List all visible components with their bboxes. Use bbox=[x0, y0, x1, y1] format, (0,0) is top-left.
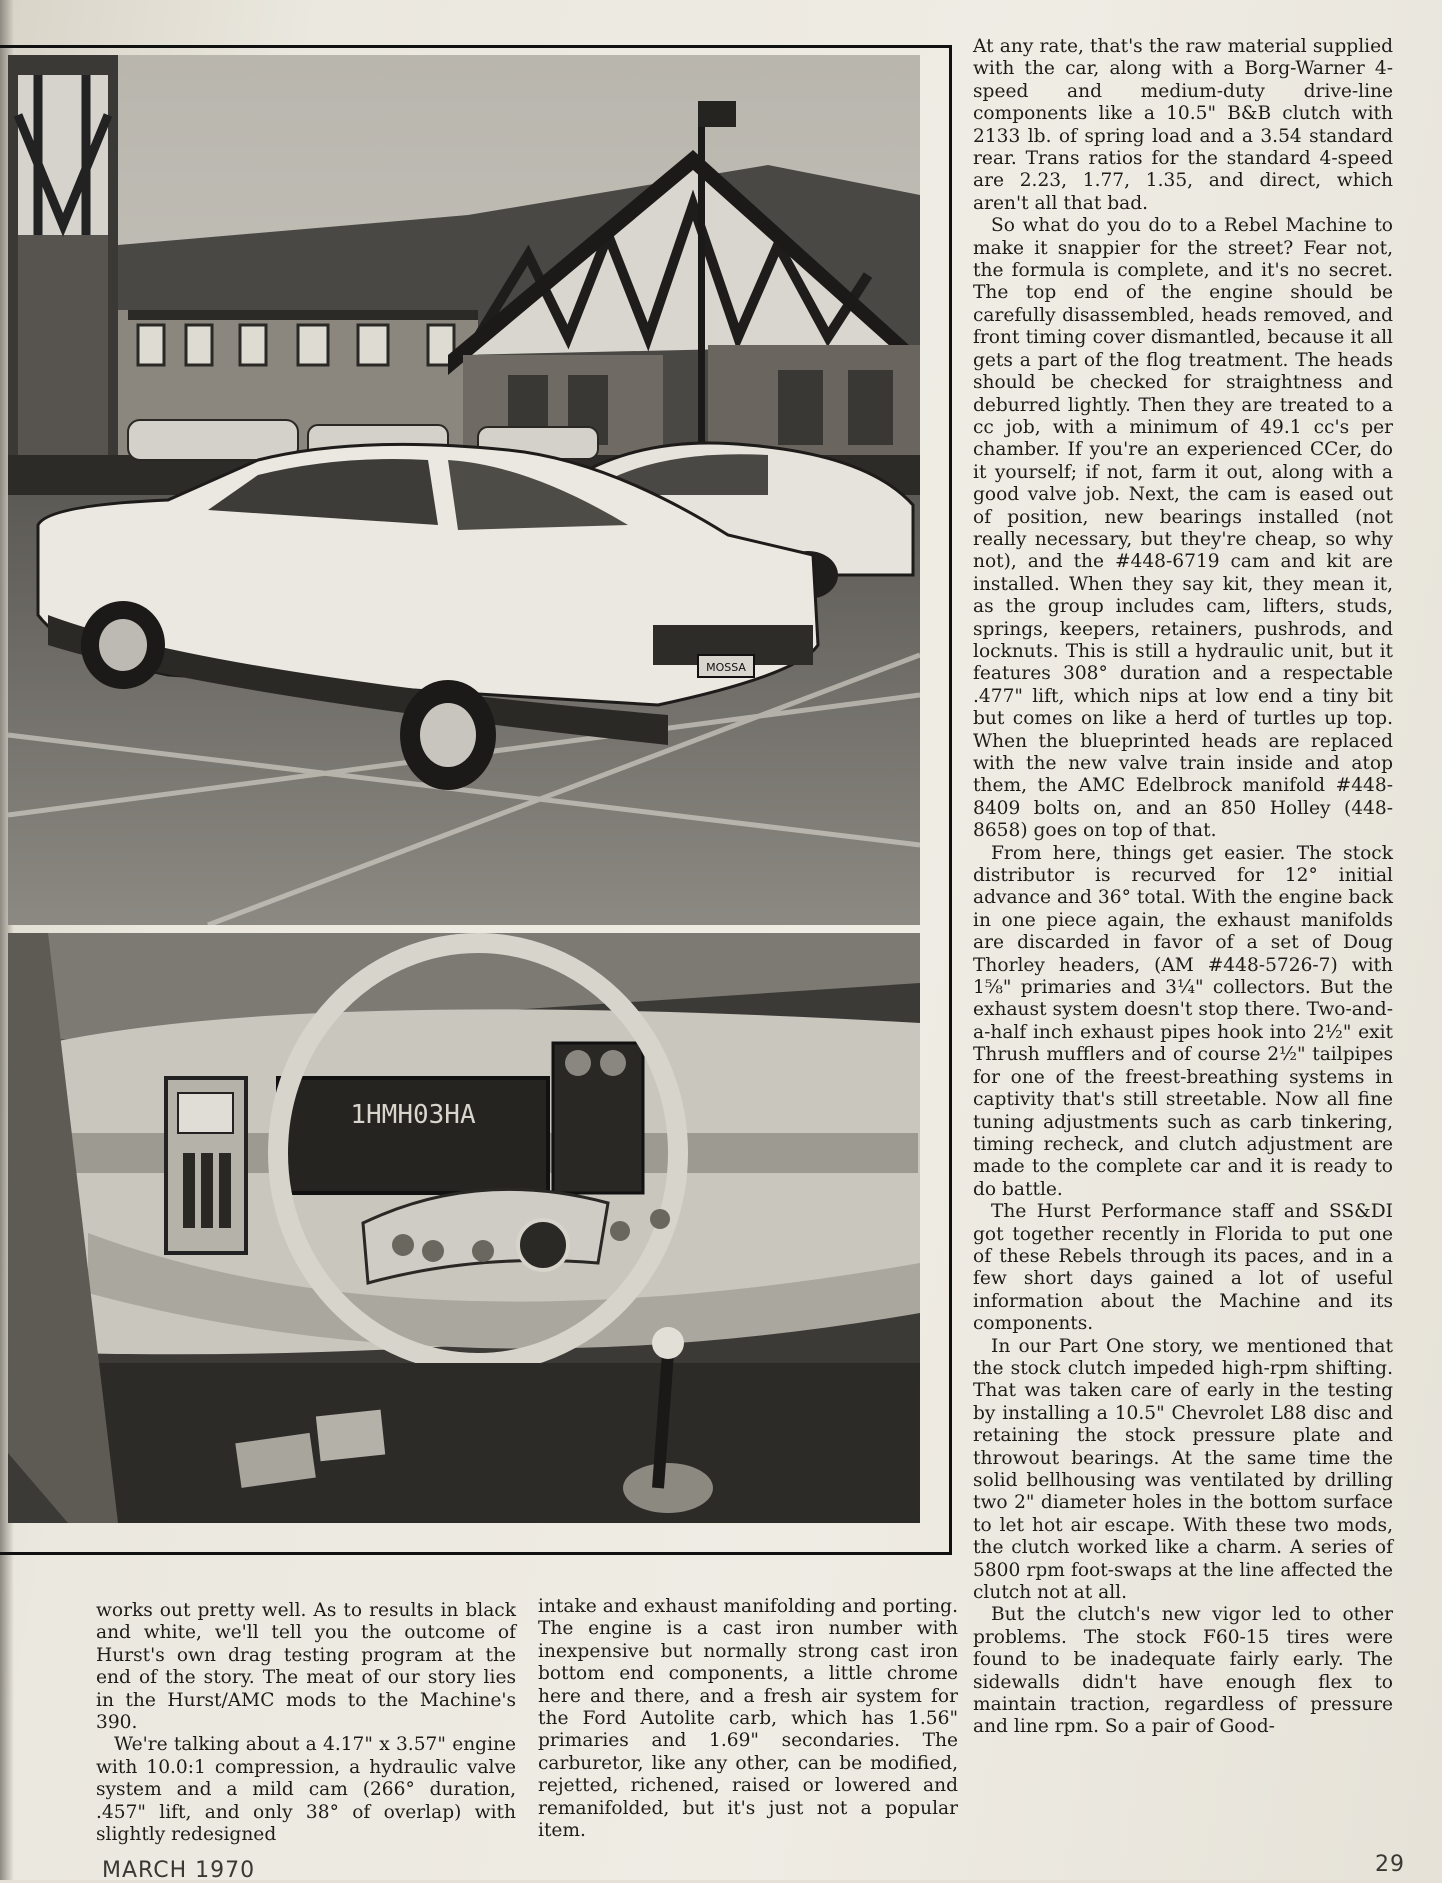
paragraph: From here, things get easier. The stock distributor is recurved for 12° initial advance and 36° total. With the engine back in one piece again, the exhaust manifolds are discarded in favor of a set of Doug Thorley headers, (AM #448-5726-7) with 1⅝" primaries and 3¼" collectors. But the exhaust system doesn't stop there. Two-and-a-half inch exhaust pipes hook into 2½" exit Thrush mufflers and of course 2½" tailpipes for one of the freest-breathing systems in captivity that's still streetable. Now all fine tuning adjustments such as carb tinkering, timing recheck, and clutch adjustment are made to the complete car and it is ready to do battle. bbox=[973, 842, 1393, 1200]
dashboard-photo bbox=[8, 933, 920, 1523]
paragraph: We're talking about a 4.17" x 3.57" engine with 10.0:1 compression, a hydraulic valve system and a mild cam (266° duration, .457" lift, and only 38° of overlap) with slightly redesigned bbox=[96, 1734, 516, 1846]
paragraph: The Hurst Performance staff and SS&DI got together recently in Florida to put one of these Rebels through its paces, and in a few short days gained a lot of useful information about the Machine and its components. bbox=[973, 1201, 1393, 1335]
paragraph: So what do you do to a Rebel Machine to make it snappier for the street? Fear not, the formula is complete, and it's no secret. The top end of the engine should be carefully disassembled, heads removed, and front timing cover dismantled, because it all gets a part of the flog treatment. The heads should be checked for straightness and deburred lightly. Then they are treated to a cc job, with a minimum of 49.1 cc's per chamber. If you're an experienced CCer, do it yourself; if not, farm it out, along with a good valve job. Next, the cam is eased out of position, new bearings installed (not really necessary, but they're cheap, so why not), and the #448-6719 cam and kit are installed. When they say kit, they mean it, as the group includes cam, lifters, studs, springs, keepers, retainers, pushrods, and locknuts. This is still a hydraulic unit, but it features 308° duration and a respectable .477" lift, which nips at low end a tiny bit but comes on like a herd of turtles up top. When the blueprinted heads are replaced with the new valve train inside and atop them, the AMC Edelbrock manifold #448-8409 bolts on, and an 850 Holley (448-8658) goes on top of that. bbox=[973, 215, 1393, 842]
paragraph: But the clutch's new vigor led to other problems. The stock F60-15 tires were found to be inadequate fairly early. The sidewalls didn't have enough flex to maintain traction, regardless of pressure and line rpm. So a pair of Good- bbox=[973, 1604, 1393, 1738]
paragraph: works out pretty well. As to results in black and white, we'll tell you the outcome of Hurst's own drag testing program at the end of the story. The meat of our story lies in the Hurst/AMC mods to the Machine's 390. bbox=[96, 1600, 516, 1734]
article-column-bottom-left bbox=[96, 1600, 516, 1846]
issue-date: MARCH 1970 bbox=[102, 1858, 256, 1883]
paragraph: At any rate, that's the raw material supplied with the car, along with a Borg-Warner 4-speed and medium-duty drive-line components like a 10.5" B&B clutch with 2133 lb. of spring load and a 3.54 standard rear. Trans ratios for the standard 4-speed are 2.23, 1.77, 1.35, and direct, which aren't all that bad. bbox=[973, 36, 1393, 214]
paragraph: intake and exhaust manifolding and porting. The engine is a cast iron number with inexpensive but normally strong cast iron bottom end components, a little chrome here and there, and a fresh air system for the Ford Autolite carb, which has 1.56" primaries and 1.69" secondaries. The carburetor, like any other, can be modified, rejetted, richened, raised or lowered and remanifolded, but it's just not a popular item. bbox=[538, 1596, 958, 1842]
speedometer-text: 1HMH03HA bbox=[350, 1100, 476, 1130]
article-column-bottom-middle bbox=[538, 1596, 958, 1842]
paragraph: In our Part One story, we mentioned that the stock clutch impeded high-rpm shifting. That was taken care of early in the testing by installing a 10.5" Chevrolet L88 disc and retaining the stock pressure plate and throwout bearings. At the same time the solid bellhousing was ventilated by drilling two 2" diameter holes in the bottom surface to let hot air escape. With these two mods, the clutch worked like a charm. A series of 5800 rpm foot-swaps at the line affected the clutch not at all. bbox=[973, 1335, 1393, 1604]
page-number: 29 bbox=[1375, 1852, 1405, 1877]
license-plate-text: MOSSA bbox=[706, 661, 746, 674]
exterior-car-photo bbox=[8, 55, 920, 925]
article-column-right bbox=[973, 36, 1393, 1739]
